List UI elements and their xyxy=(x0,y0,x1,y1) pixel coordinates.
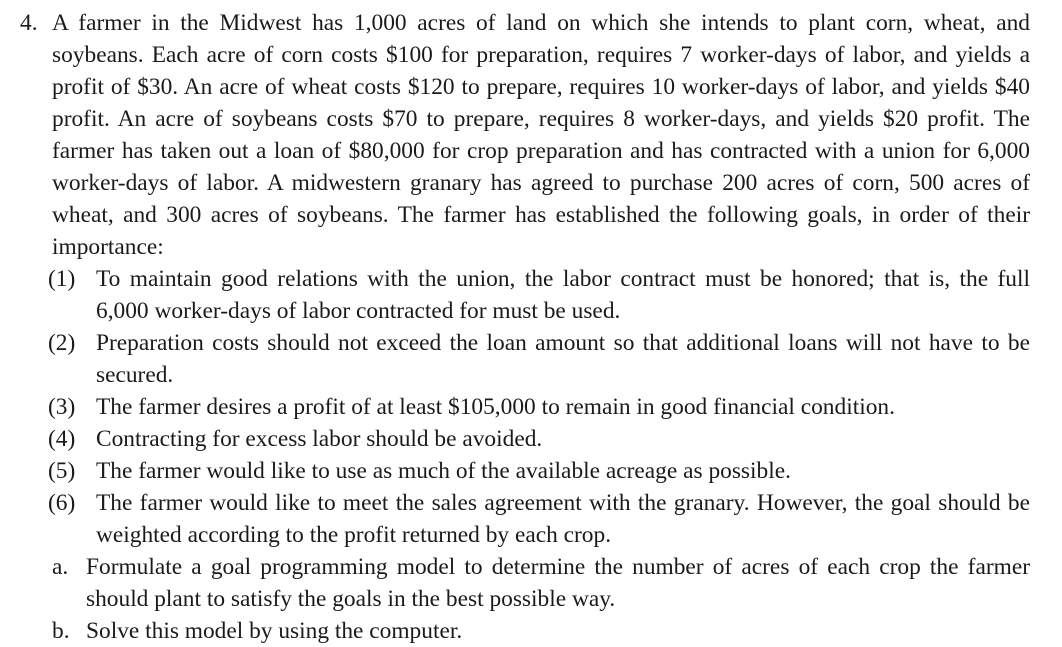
goals-list xyxy=(48,263,1030,551)
goal-item xyxy=(48,455,1030,487)
goal-marker: (5) xyxy=(48,458,76,484)
part-marker: a. xyxy=(52,554,69,580)
goal-marker: (4) xyxy=(48,426,76,452)
goal-marker: (1) xyxy=(48,266,76,292)
goal-item xyxy=(48,487,1030,551)
part-text: Formulate a goal programming model to determine the number of acres of each crop the farmer should plant to satisfy the goals in the best possible way. xyxy=(86,554,1030,612)
goal-text: The farmer would like to use as much of the available acreage as possible. xyxy=(96,458,791,484)
part-text: Solve this model by using the computer. xyxy=(86,618,463,644)
goal-marker: (3) xyxy=(48,394,76,420)
goal-text: Contracting for excess labor should be avoided. xyxy=(96,426,543,452)
problem-4 xyxy=(20,7,1030,644)
goal-item xyxy=(48,263,1030,327)
goal-marker: (2) xyxy=(48,330,76,356)
problem-number: 4. xyxy=(20,10,38,36)
goal-text: The farmer would like to meet the sales agreement with the granary. However, the goal should be weighted according to the profit returned by each crop. xyxy=(96,490,1030,548)
goal-item xyxy=(48,327,1030,391)
part-a xyxy=(52,551,1030,615)
goal-marker: (6) xyxy=(48,490,76,516)
goal-item xyxy=(48,423,1030,455)
part-b-cropped xyxy=(52,615,1030,644)
part-marker: b. xyxy=(52,618,70,644)
goal-item xyxy=(48,391,1030,423)
problem-statement: A farmer in the Midwest has 1,000 acres of land on which she intends to plant corn, wheat, and soybeans. Each acre of corn costs $100 for preparation, requires 7 worker-days of labor, and yields a profit of $30. An acre of wheat costs $120 to prepare, requires 10 worker-days of labor, and yields $40 profit. An acre of soybeans costs $70 to prepare, requires 8 worker-days, and yields $20 profit. The farmer has taken out a loan of $80,000 for crop preparation and has contracted with a union for 6,000 worker-days of labor. A midwestern granary has agreed to purchase 200 acres of corn, 500 acres of wheat, and 300 acres of soybeans. The farmer has established the following goals, in order of their importance: xyxy=(52,10,1030,260)
goal-text: The farmer desires a profit of at least $105,000 to remain in good financial condition. xyxy=(96,394,895,420)
goal-text: To maintain good relations with the union, the labor contract must be honored; that is, the full 6,000 worker-days of labor contracted for must be used. xyxy=(96,266,1030,324)
goal-text: Preparation costs should not exceed the loan amount so that additional loans will not have to be secured. xyxy=(96,330,1030,388)
